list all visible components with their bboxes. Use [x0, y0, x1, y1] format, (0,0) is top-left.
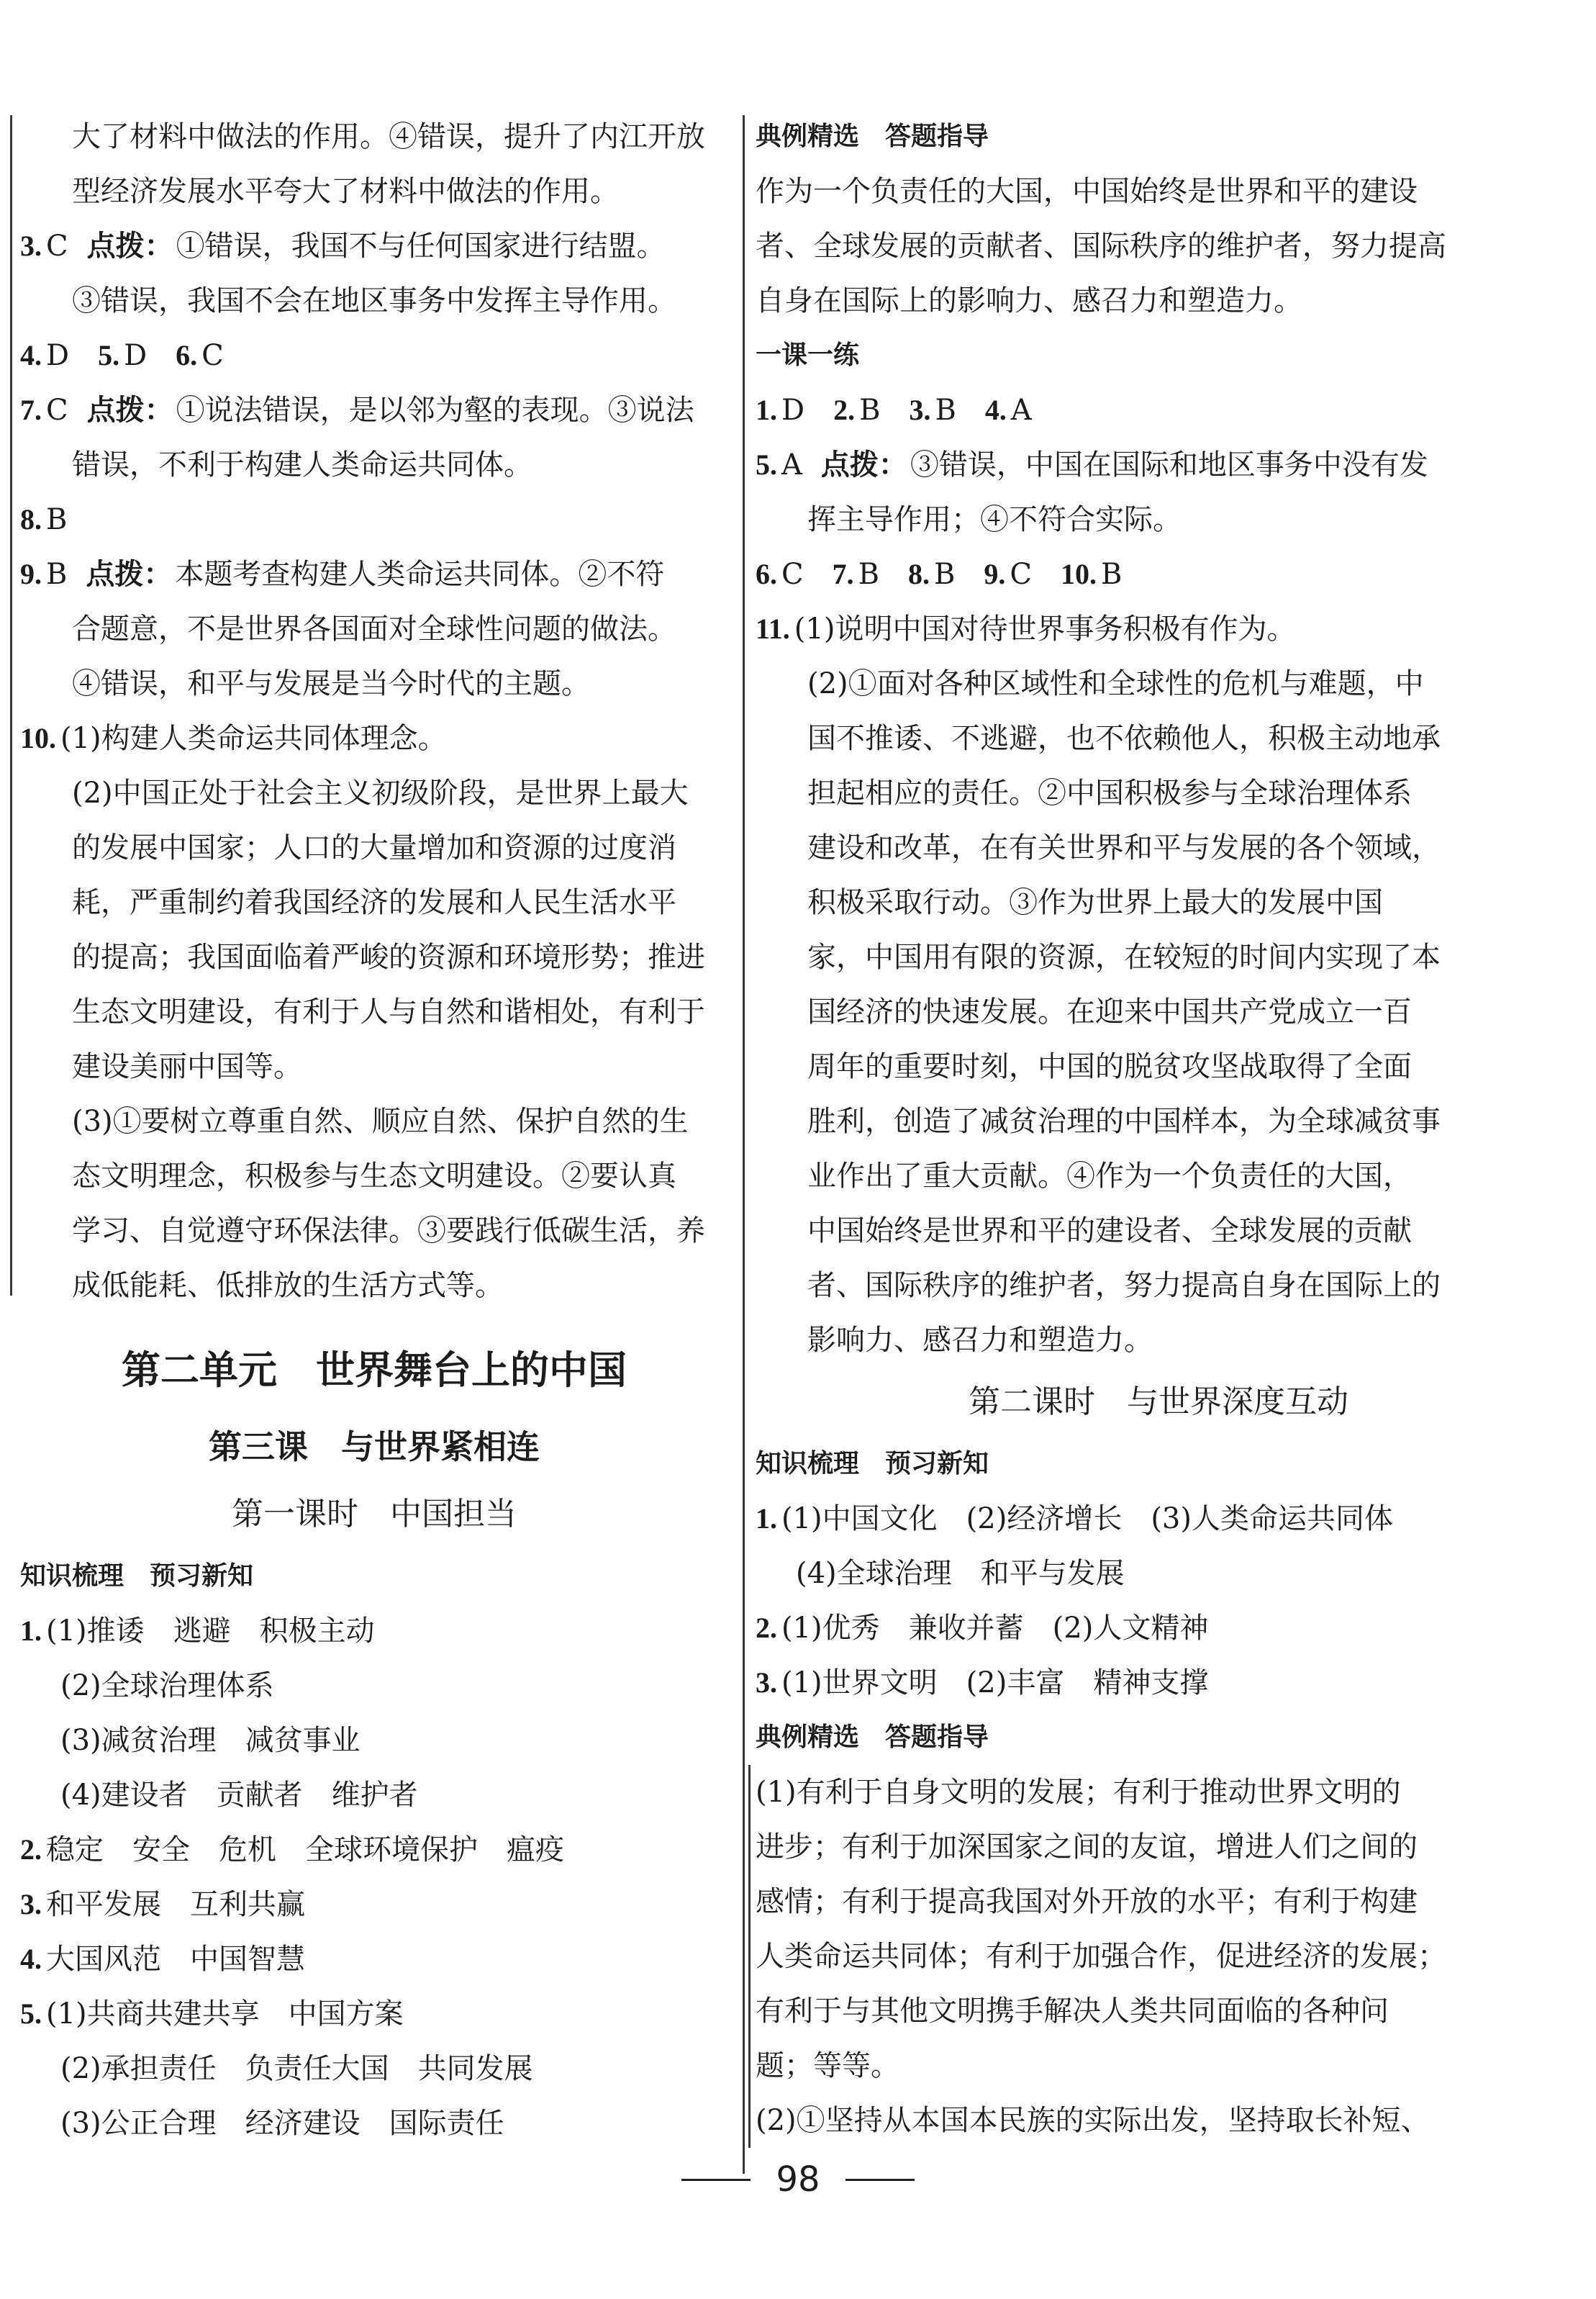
text-line [756, 383, 1561, 438]
text-line [20, 383, 728, 438]
text-line [756, 1546, 1561, 1601]
hint-label: 点拨： [86, 230, 173, 263]
question-number: 1. [756, 1502, 777, 1535]
hint-text: ③错误，中国在国际和地区事务中没有发 [910, 448, 1428, 482]
question-number: 5. [756, 448, 777, 481]
answer-text: 的提高；我国面临着严峻的资源和环境形势；推进 [72, 941, 705, 974]
text-line [20, 930, 728, 985]
right-example-answer [756, 164, 1561, 328]
text-line [756, 602, 1561, 656]
answer-text: 态文明理念，积极参与生态文明建设。②要认真 [72, 1160, 676, 1193]
answer-text: 稳定 安全 危机 全球环境保护 瘟疫 [46, 1833, 564, 1866]
question-number: 2. [756, 1612, 777, 1644]
answer-text: (1)有利于自身文明的发展；有利于推动世界文明的 [756, 1776, 1401, 1809]
answer-text: (2)承担责任 负责任大国 共同发展 [60, 2052, 533, 2085]
answer-text: D [46, 339, 99, 372]
question-number: 6. [176, 339, 198, 371]
text-line [20, 219, 728, 274]
period-title-2: 第二课时 与世界深度互动 [969, 1383, 1348, 1420]
question-number: 3. [909, 394, 931, 426]
text-line [756, 766, 1561, 821]
hint-text: ①错误，我国不与任何国家进行结盟。 [176, 230, 666, 263]
answer-text: 担起相应的责任。②中国积极参与全球治理体系 [807, 777, 1412, 810]
unit-title: 第二单元 世界舞台上的中国 [122, 1347, 627, 1393]
answer-text: C [1010, 558, 1061, 591]
text-line [20, 1149, 728, 1203]
question-number: 8. [20, 503, 42, 536]
footer-rule-right [845, 2179, 915, 2181]
answer-text: 有利于与其他文明携手解决人类共同面临的各种问 [756, 1995, 1389, 2028]
question-number: 3. [756, 1666, 777, 1699]
hint-label: 点拨： [86, 394, 173, 427]
text-line [756, 1601, 1561, 1656]
text-line [756, 438, 1561, 492]
text-line [756, 1258, 1561, 1313]
answer-text: B [46, 558, 68, 591]
text-line [20, 492, 728, 547]
text-line [756, 821, 1561, 875]
text-line [756, 547, 1561, 602]
answer-text: B [859, 394, 910, 427]
text-line [756, 1874, 1561, 1929]
answer-text: 周年的重要时刻，中国的脱贫攻坚战取得了全面 [807, 1050, 1412, 1083]
text-line [20, 1203, 728, 1258]
answer-text: 国不推诿、不逃避，也不依赖他人，积极主动地承 [807, 722, 1441, 755]
answer-text: D [781, 394, 834, 427]
answer-text: B [858, 558, 909, 591]
hint-label: 点拨： [820, 448, 907, 482]
answer-text: 和平发展 互利共赢 [46, 1888, 305, 1921]
answer-text: 错误，不利于构建人类命运共同体。 [72, 448, 532, 482]
text-line [756, 219, 1561, 274]
question-number: 5. [98, 339, 120, 371]
answer-text: (3)减贫治理 减贫事业 [60, 1724, 361, 1757]
answer-text: 建设和改革，在有关世界和平与发展的各个领域， [807, 831, 1441, 864]
text-line [20, 109, 728, 164]
footer-rule-left [681, 2179, 751, 2181]
answer-text: B [46, 503, 68, 536]
text-line [20, 656, 728, 711]
answer-text: C [781, 558, 833, 591]
text-line [756, 1984, 1561, 2038]
text-line [756, 1149, 1561, 1203]
question-number: 4. [20, 339, 42, 371]
text-line [756, 1765, 1561, 1820]
text-line [756, 492, 1561, 547]
text-line [756, 1820, 1561, 1874]
text-line [756, 274, 1561, 328]
question-number: 3. [20, 1888, 42, 1920]
text-line [20, 2096, 728, 2151]
answer-text: 建设美丽中国等。 [72, 1050, 302, 1083]
text-line [20, 1604, 728, 1658]
right-column-bar [748, 1765, 751, 2148]
answer-text: 进步；有利于加深国家之间的友谊，增进人们之间的 [756, 1830, 1418, 1864]
text-line [20, 1877, 728, 1932]
question-number: 1. [20, 1614, 42, 1647]
answer-text: 感情；有利于提高我国对外开放的水平；有利于构建 [756, 1885, 1418, 1918]
lesson-title: 第三课 与世界紧相连 [209, 1427, 540, 1466]
text-line [756, 2093, 1561, 2148]
answer-text: B [1101, 558, 1123, 591]
text-line [20, 1932, 728, 1987]
left-knowledge-answers [20, 1604, 728, 2151]
text-line [20, 1094, 728, 1149]
period-title-1: 第一课时 中国担当 [232, 1496, 517, 1532]
answer-text: 挥主导作用；④不符合实际。 [807, 503, 1182, 536]
question-number: 9. [984, 558, 1006, 590]
answer-text: (1)说明中国对待世界事务积极有作为。 [794, 613, 1296, 646]
answer-text: (4)建设者 贡献者 维护者 [60, 1779, 418, 1812]
text-line [20, 711, 728, 766]
question-number: 6. [756, 558, 777, 590]
answer-text: (2)①坚持从本国本民族的实际出发，坚持取长补短、 [756, 2104, 1430, 2137]
text-line [756, 985, 1561, 1039]
text-line [20, 875, 728, 930]
answer-text: 的发展中国家；人口的大量增加和资源的过度消 [72, 831, 676, 864]
text-line [20, 985, 728, 1039]
question-number: 11. [756, 613, 790, 645]
answer-text: C [46, 230, 68, 263]
answer-text: 题；等等。 [756, 2049, 899, 2082]
left-margin-bar [10, 115, 12, 1296]
text-line [20, 328, 728, 383]
text-line [756, 875, 1561, 930]
answer-text: 影响力、感召力和塑造力。 [807, 1324, 1153, 1357]
answer-text: 者、国际秩序的维护者，努力提高自身在国际上的 [807, 1269, 1441, 1302]
answer-text: 自身在国际上的影响力、感召力和塑造力。 [756, 284, 1302, 317]
text-line [20, 1713, 728, 1768]
question-number: 5. [20, 1997, 42, 2030]
answer-text: 型经济发展水平夸大了材料中做法的作用。 [72, 175, 619, 208]
answer-text: 生态文明建设，有利于人与自然和谐相处，有利于 [72, 995, 705, 1029]
answer-text: (1)构建人类命运共同体理念。 [60, 722, 447, 755]
text-line [20, 1039, 728, 1094]
section-heading-knowledge-2: 知识梳理 预习新知 [756, 1449, 989, 1478]
section-heading-examples-2: 典例精选 答题指导 [756, 1722, 989, 1752]
text-line [756, 1203, 1561, 1258]
hint-label: 点拨： [86, 558, 173, 591]
text-line [756, 164, 1561, 219]
answer-text: (1)共商共建共享 中国方案 [46, 1997, 404, 2031]
page-number: 98 [776, 2159, 820, 2200]
text-line [20, 2041, 728, 2096]
question-number: 10. [20, 722, 56, 754]
text-line [756, 1313, 1561, 1368]
right-example-answer-2 [756, 1765, 1561, 2148]
text-line [20, 602, 728, 656]
text-line [756, 1929, 1561, 1984]
answer-text: (2)全球治理体系 [60, 1669, 274, 1702]
answer-text: (3)①要树立尊重自然、顺应自然、保护自然的生 [72, 1105, 689, 1138]
answer-text: 业作出了重大贡献。④作为一个负责任的大国， [807, 1160, 1412, 1193]
question-number: 8. [908, 558, 930, 590]
left-answers-continued [20, 109, 728, 1313]
question-number: 4. [984, 394, 1007, 426]
answer-text: (1)中国文化 (2)经济增长 (3)人类命运共同体 [781, 1502, 1393, 1535]
section-heading-knowledge: 知识梳理 预习新知 [20, 1561, 254, 1591]
left-column [20, 109, 728, 2151]
question-number: 10. [1061, 558, 1097, 590]
right-knowledge-answers [756, 1491, 1561, 1710]
answer-text: C [201, 339, 224, 372]
text-line [20, 1658, 728, 1713]
answer-text: D [124, 339, 176, 372]
answer-text: (1)世界文明 (2)丰富 精神支撑 [781, 1666, 1209, 1699]
answer-text: C [46, 394, 68, 427]
text-line [20, 766, 728, 821]
answer-text: A [1010, 394, 1032, 427]
text-line [756, 1656, 1561, 1710]
answer-text: B [935, 394, 985, 427]
answer-text: 人类命运共同体；有利于加强合作，促进经济的发展； [756, 1940, 1446, 1973]
answer-text: 作为一个负责任的大国，中国始终是世界和平的建设 [756, 175, 1418, 208]
hint-text: ①说法错误，是以邻为壑的表现。③说法 [176, 394, 694, 427]
answer-text: 合题意，不是世界各国面对全球性问题的做法。 [72, 613, 676, 646]
answer-text: 中国始终是世界和平的建设者、全球发展的贡献 [807, 1214, 1412, 1247]
section-heading-practice: 一课一练 [756, 340, 860, 370]
question-number: 2. [20, 1833, 42, 1866]
answer-text: 家，中国用有限的资源，在较短的时间内实现了本 [807, 941, 1441, 974]
answer-text: 胜利，创造了减贫治理的中国样本，为全球减贫事 [807, 1105, 1441, 1138]
answer-text: 者、全球发展的贡献者、国际秩序的维护者，努力提高 [756, 230, 1446, 263]
text-line [20, 821, 728, 875]
question-number: 3. [20, 230, 42, 262]
answer-text: 大国风范 中国智慧 [46, 1943, 305, 1976]
question-number: 2. [833, 394, 856, 426]
text-line [756, 1039, 1561, 1094]
answer-text: 学习、自觉遵守环保法律。③要践行低碳生活，养 [72, 1214, 705, 1247]
text-line [20, 274, 728, 328]
question-number: 9. [20, 558, 42, 590]
text-line [20, 1768, 728, 1823]
question-number: 1. [756, 394, 777, 426]
right-column [756, 109, 1561, 2148]
text-line [20, 1987, 728, 2041]
text-line [756, 2038, 1561, 2093]
answer-text: (4)全球治理 和平与发展 [796, 1557, 1125, 1590]
answer-text: 国经济的快速发展。在迎来中国共产党成立一百 [807, 995, 1412, 1029]
answer-text: A [781, 448, 802, 482]
hint-text: 本题考查构建人类命运共同体。②不符 [175, 558, 665, 591]
answer-text: (2)中国正处于社会主义初级阶段，是世界上最大 [72, 777, 689, 810]
question-number: 4. [20, 1943, 42, 1975]
answer-text: 积极采取行动。③作为世界上最大的发展中国 [807, 886, 1383, 919]
text-line [756, 930, 1561, 985]
text-line [20, 1823, 728, 1877]
text-line [20, 547, 728, 602]
answer-text: (2)①面对各种区域性和全球性的危机与难题，中 [807, 667, 1424, 700]
answer-text: B [934, 558, 984, 591]
question-number: 7. [20, 394, 42, 426]
section-heading-examples: 典例精选 答题指导 [756, 122, 989, 151]
answer-text: 大了材料中做法的作用。④错误，提升了内江开放 [72, 120, 705, 153]
text-line [756, 1094, 1561, 1149]
answer-text: (1)优秀 兼收并蓄 (2)人文精神 [781, 1612, 1209, 1645]
text-line [20, 1258, 728, 1313]
answer-text: (1)推诿 逃避 积极主动 [46, 1614, 375, 1648]
text-line [20, 164, 728, 219]
answer-text: ③错误，我国不会在地区事务中发挥主导作用。 [72, 284, 676, 317]
text-line [756, 656, 1561, 711]
right-practice-answers [756, 383, 1561, 1368]
page-footer [0, 2159, 1596, 2217]
column-divider [743, 115, 745, 2174]
text-line [756, 711, 1561, 766]
text-line [756, 1491, 1561, 1546]
question-number: 7. [832, 558, 854, 590]
answer-text: 成低能耗、低排放的生活方式等。 [72, 1269, 504, 1302]
text-line [20, 438, 728, 492]
answer-text: ④错误，和平与发展是当今时代的主题。 [72, 667, 590, 700]
answer-text: (3)公正合理 经济建设 国际责任 [60, 2107, 504, 2140]
answer-text: 耗，严重制约着我国经济的发展和人民生活水平 [72, 886, 676, 919]
